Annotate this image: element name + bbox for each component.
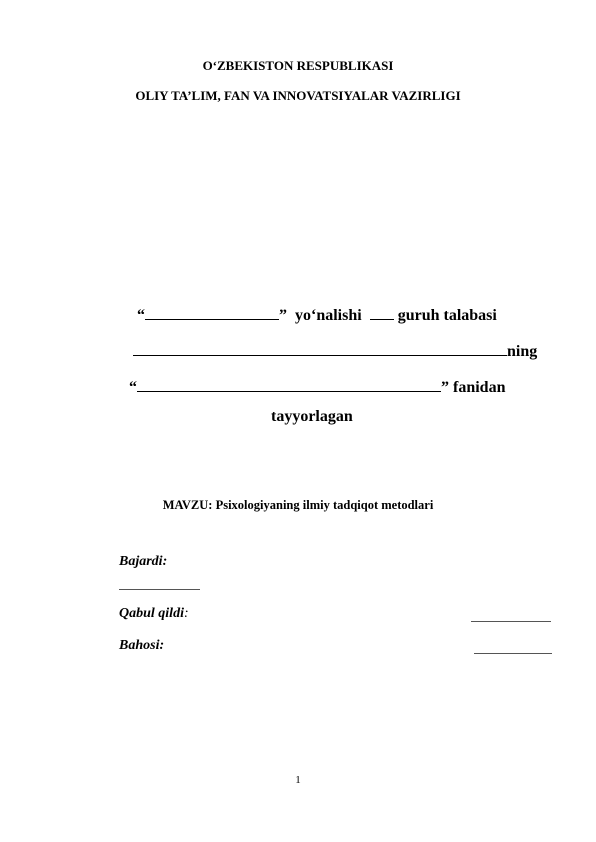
- group-student-text: guruh talabasi: [397, 307, 497, 324]
- student-name-line: [133, 341, 537, 361]
- direction-word: yo‘nalishi: [295, 307, 362, 324]
- prepared-text: tayyorlagan: [271, 408, 353, 425]
- grade-label: Bahosi:: [119, 638, 165, 653]
- direction-close-quote: ”: [279, 307, 287, 324]
- student-name-blank[interactable]: [133, 341, 507, 356]
- ministry-name: OLIY TA’LIM, FAN VA INNOVATSIYALAR VAZIRLIGI: [135, 88, 461, 103]
- ministry-country: O‘ZBEKISTON RESPUBLIKASI: [202, 58, 394, 73]
- subject-blank[interactable]: [137, 377, 441, 392]
- subject-line: [129, 377, 505, 397]
- accepted-label: [119, 606, 189, 622]
- accepted-colon: :: [183, 606, 189, 621]
- direction-open-quote: “: [137, 307, 145, 324]
- group-blank[interactable]: [370, 305, 394, 320]
- grade-line[interactable]: [474, 653, 552, 654]
- accepted-line[interactable]: [471, 621, 551, 622]
- done-by-label: Bajardi:: [119, 554, 168, 569]
- page-number: 1: [295, 774, 301, 786]
- accepted-text: Qabul qildi: [119, 606, 184, 621]
- subject-open-quote: “: [129, 379, 137, 396]
- subject-close-text: ” fanidan: [441, 379, 506, 396]
- ning-text: ning: [507, 343, 538, 360]
- direction-line: [137, 305, 497, 325]
- topic-title: MAVZU: Psixologiyaning ilmiy tadqiqot metodlari: [162, 498, 434, 512]
- direction-blank[interactable]: [145, 305, 279, 320]
- done-by-line[interactable]: [119, 589, 200, 590]
